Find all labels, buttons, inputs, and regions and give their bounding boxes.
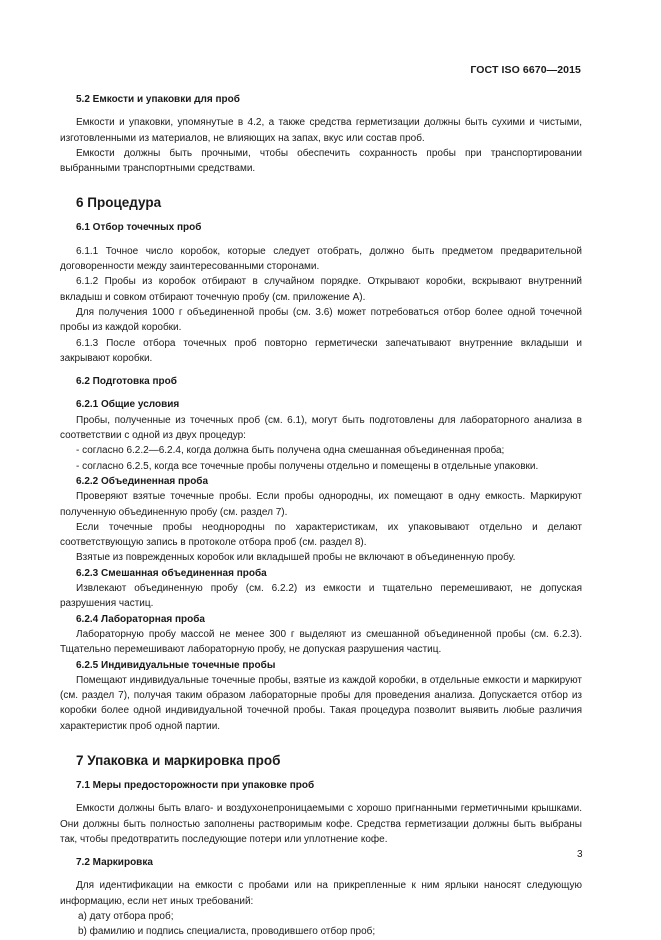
section-6-2-1-heading: 6.2.1 Общие условия <box>76 399 180 411</box>
section-6-2-5-heading: 6.2.5 Индивидуальные точечные пробы <box>76 659 276 671</box>
section-6-2-heading: 6.2 Подготовка проб <box>76 376 177 388</box>
document-body <box>60 92 582 940</box>
section-6-2-1-bullet-1: - согласно 6.2.2—6.2.4, когда должна быть получена одна смешанная объединенная проба; <box>76 445 505 457</box>
section-7-1-paragraph: Емкости должны быть влаго- и воздухонепроницаемыми с хорошо пригнанными герметичными крышками. Они должны быть полностью заполнены растворимым кофе. Средства герметизации должны быть выбраны так, чтобы предотвратить последующие потери или уплотнение кофе. <box>60 803 582 845</box>
section-6-2-2-paragraph-3: Взятые из поврежденных коробок или вкладышей пробы не включают в объединенную пробу. <box>76 552 516 564</box>
section-6-2-4-heading: 6.2.4 Лабораторная проба <box>76 613 205 625</box>
section-6-2-3-heading: 6.2.3 Смешанная объединенная проба <box>76 567 267 579</box>
section-7-2-item-a: а) дату отбора проб; <box>78 911 174 923</box>
section-6-1-2-paragraph-2: Для получения 1000 г объединенной пробы (см. 3.6) может потребоваться отбор более одной точечной пробы из каждой коробки. <box>60 306 582 334</box>
section-5-2-heading: 5.2 Емкости и упаковки для проб <box>76 94 240 105</box>
standard-header: ГОСТ ISO 6670—2015 <box>470 64 581 76</box>
section-6-2-2-paragraph-1: Проверяют взятые точечные пробы. Если пробы однородны, их помещают в одну емкость. Маркируют полученную объединенную пробу (см. раздел 7). <box>60 491 582 518</box>
section-6-1-2-paragraph: 6.1.2 Пробы из коробок отбирают в случайном порядке. Открывают коробки, вскрывают внутренний вкладыш и совком отбирают точечную пробу (см. приложение А). <box>60 276 582 303</box>
section-7-heading: 7 Упаковка и маркировка проб <box>76 752 281 768</box>
section-6-2-3-paragraph: Извлекают объединенную пробу (см. 6.2.2) из емкости и тщательно перемешивают, не допуская разрушения частиц. <box>60 583 582 610</box>
section-7-2-heading: 7.2 Маркировка <box>76 857 153 869</box>
section-6-2-5-paragraph: Помещают индивидуальные точечные пробы, взятые из каждой коробки, в отдельные емкости и маркируют (см. раздел 7), получая таким образом лабораторные пробы для проведения анализа. Допускается отбор из коробки более одной индивидуальной точечной пробы. Такая процедура позволит выявить любые различия характеристик проб одной партии. <box>60 674 582 732</box>
section-7-2-item-b: b) фамилию и подпись специалиста, проводившего отбор проб; <box>78 926 376 938</box>
section-6-2-2-heading: 6.2.2 Объединенная проба <box>76 475 209 487</box>
section-7-1-heading: 7.1 Меры предосторожности при упаковке проб <box>76 779 315 791</box>
section-6-heading: 6 Процедура <box>76 195 162 211</box>
section-6-2-1-bullet-2: - согласно 6.2.5, когда все точечные пробы получены отдельно и помещены в отдельные упаковки. <box>76 460 539 472</box>
section-7-2-paragraph: Для идентификации на емкости с пробами или на прикрепленные к ним ярлыки наносят следующую информацию, если нет иных требований: <box>60 880 582 907</box>
section-6-1-heading: 6.1 Отбор точечных проб <box>76 222 202 234</box>
section-6-2-2-paragraph-2: Если точечные пробы неоднородны по характеристикам, их упаковывают отдельно и делают соответствующую запись в протоколе отбора проб (см. раздел 8). <box>60 521 582 549</box>
page-number: 3 <box>577 849 583 860</box>
section-6-2-4-paragraph: Лабораторную пробу массой не менее 300 г выделяют из смешанной объединенной пробы (см. 6.2.3). Тщательно перемешивают лабораторную пробу, не допуская разрушения частиц. <box>60 628 582 656</box>
section-6-1-3-paragraph: 6.1.3 После отбора точечных проб повторно герметически запечатывают внутренние вкладыши и закрывают коробки. <box>60 337 582 364</box>
section-6-1-1-paragraph: 6.1.1 Точное число коробок, которые следует отобрать, должно быть предметом предварительной договоренности между заинтересованными сторонами. <box>60 245 582 273</box>
section-5-2-paragraph-1: Емкости и упаковки, упомянутые в 4.2, а также средства герметизации должны быть сухими и чистыми, изготовленными из материалов, не влияющих на запах, вкус или состав проб. <box>60 117 582 144</box>
section-6-2-1-paragraph: Пробы, полученные из точечных проб (см. 6.1), могут быть подготовлены для лабораторного анализа в соответствии с одной из двух процедур: <box>60 414 582 442</box>
section-5-2-paragraph-2: Емкости должны быть прочными, чтобы обеспечить сохранность пробы при транспортировании выбранными транспортными средствами. <box>60 147 582 175</box>
